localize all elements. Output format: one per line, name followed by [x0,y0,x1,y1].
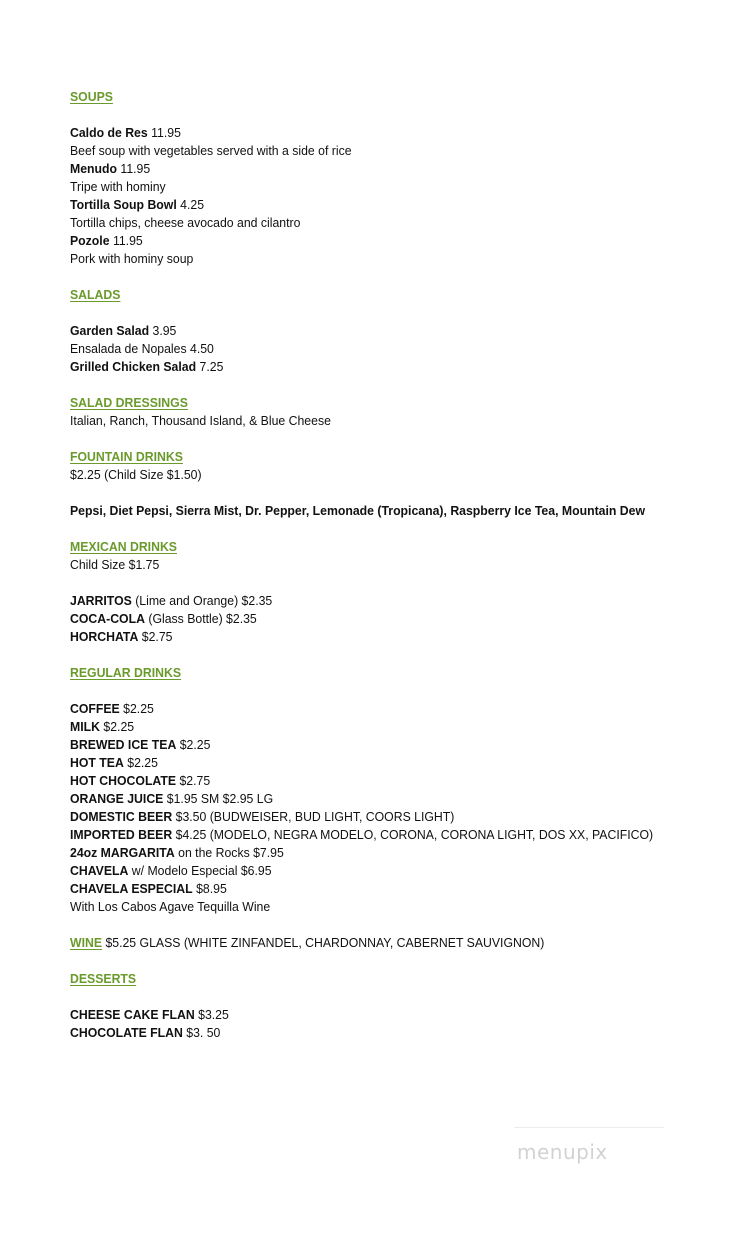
item-detail: $2.25 [103,719,135,734]
menu-item [70,880,684,898]
fountain-heading: FOUNTAIN DRINKS [70,449,183,464]
wine-line [70,934,684,952]
item-detail: $2.25 [127,755,158,770]
item-name: DOMESTIC BEER [70,809,173,824]
fountain-list: Pepsi, Diet Pepsi, Sierra Mist, Dr. Pepper, Lemonade (Tropicana), Raspberry Ice Tea, Mountain Dew [70,503,646,518]
menu-item [70,700,684,718]
menu-item [70,736,684,754]
item-name: HOT TEA [70,755,124,770]
item-description: Tripe with hominy [70,179,166,194]
item-detail: $3.50 (BUDWEISER, BUD LIGHT, COORS LIGHT) [175,809,455,824]
item-description: Pork with hominy soup [70,251,194,266]
item-price: 7.25 [199,359,224,374]
menu-item [70,1024,684,1042]
item-name: HOT CHOCOLATE [70,773,177,788]
item-description: Tortilla chips, cheese avocado and cilantro [70,215,301,230]
item-name: 24oz MARGARITA [70,845,175,860]
menu-item [70,772,684,790]
menu-item [70,196,684,214]
menu-item: Ensalada de Nopales 4.50 [70,341,214,356]
item-name: Tortilla Soup Bowl [70,197,177,212]
item-detail: $8.95 [196,881,227,896]
item-name: HORCHATA [70,629,139,644]
item-name: Garden Salad [70,323,150,338]
item-detail: on the Rocks $7.95 [178,845,284,860]
menu-item [70,322,684,340]
menu-item [70,610,684,628]
menu-item [70,718,684,736]
item-detail: $2.25 [179,737,211,752]
item-name: COFFEE [70,701,120,716]
menu-item [70,808,684,826]
item-name: JARRITOS [70,593,132,608]
item-name: CHOCOLATE FLAN [70,1025,183,1040]
item-detail: $2.75 [141,629,173,644]
menu-item [70,358,684,376]
regular-heading: REGULAR DRINKS [70,665,182,680]
item-name: CHEESE CAKE FLAN [70,1007,195,1022]
item-detail: (Glass Bottle) $2.35 [148,611,257,626]
item-price: 11.95 [112,233,143,248]
menu-item [70,790,684,808]
item-detail: $4.25 (MODELO, NEGRA MODELO, CORONA, CORONA LIGHT, DOS XX, PACIFICO) [175,827,654,842]
item-name: CHAVELA [70,863,129,878]
item-description: Beef soup with vegetables served with a side of rice [70,143,352,158]
item-name: Grilled Chicken Salad [70,359,197,374]
item-name: Caldo de Res [70,125,148,140]
item-name: IMPORTED BEER [70,827,173,842]
item-name: Pozole [70,233,110,248]
item-name: BREWED ICE TEA [70,737,177,752]
menu-item [70,124,684,142]
dressings-list: Italian, Ranch, Thousand Island, & Blue Cheese [70,413,331,428]
menu-item [70,862,684,880]
desserts-heading: DESSERTS [70,971,137,986]
item-price: 4.25 [180,197,205,212]
menu-item [70,826,684,844]
mexican-heading: MEXICAN DRINKS [70,539,177,554]
item-detail: $2.25 [123,701,154,716]
item-detail: $2.75 [179,773,211,788]
fountain-price: $2.25 (Child Size $1.50) [70,467,202,482]
mexican-child-size: Child Size $1.75 [70,557,160,572]
item-description: With Los Cabos Agave Tequilla Wine [70,899,271,914]
item-name: Menudo [70,161,118,176]
item-detail: $3.25 [198,1007,229,1022]
item-price: 11.95 [120,161,151,176]
menu-item [70,628,684,646]
item-name: COCA-COLA [70,611,145,626]
item-detail: $3. 50 [186,1025,221,1040]
menu-item [70,160,684,178]
item-detail: $1.95 SM $2.95 LG [166,791,274,806]
item-name: CHAVELA ESPECIAL [70,881,193,896]
menu-item [70,1006,684,1024]
menu-content [70,88,684,1042]
item-price: 11.95 [151,125,181,140]
salads-heading: SALADS [70,287,121,302]
watermark-divider [514,1127,664,1128]
item-detail: w/ Modelo Especial $6.95 [131,863,272,878]
item-name: MILK [70,719,100,734]
item-detail: (Lime and Orange) $2.35 [135,593,273,608]
dressings-heading: SALAD DRESSINGS [70,395,188,410]
item-name: ORANGE JUICE [70,791,164,806]
item-price: 3.95 [152,323,177,338]
wine-detail: $5.25 GLASS (WHITE ZINFANDEL, CHARDONNAY, CABERNET SAUVIGNON) [105,935,545,950]
menu-item [70,844,684,862]
watermark-logo: menupix [517,1140,608,1164]
menu-item [70,754,684,772]
menu-item [70,232,684,250]
menu-item [70,592,684,610]
wine-heading: WINE [70,935,103,950]
soups-heading: SOUPS [70,89,113,104]
